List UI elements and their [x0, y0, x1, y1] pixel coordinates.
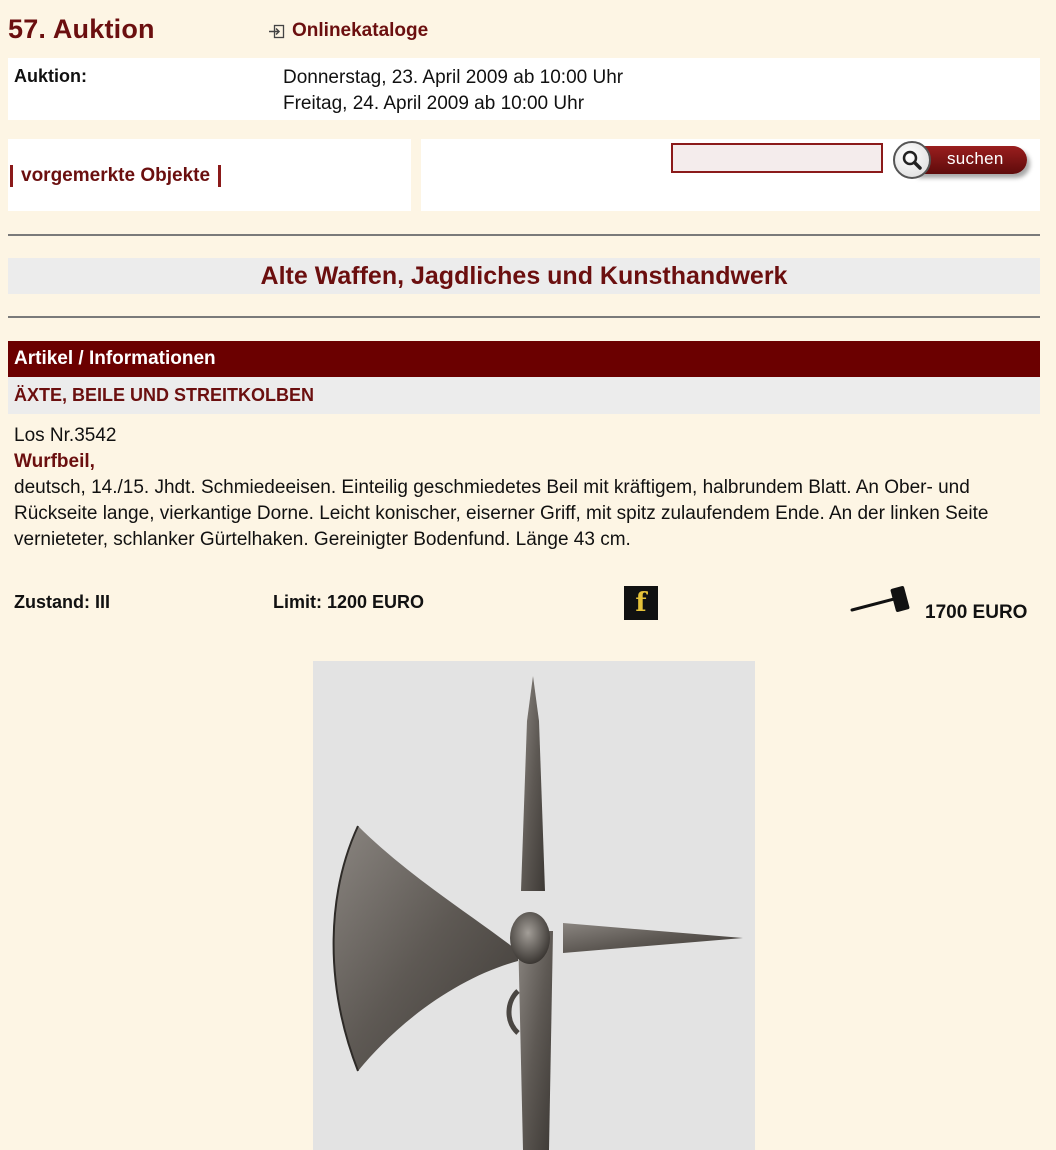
separator-right — [218, 165, 221, 187]
articles-header: Artikel / Informationen — [8, 341, 1040, 377]
separator-left — [10, 165, 13, 187]
saved-objects-link[interactable] — [10, 165, 221, 187]
saved-objects-panel — [8, 139, 411, 211]
magnifier-icon — [893, 141, 931, 179]
divider-bottom — [8, 316, 1040, 318]
search-button[interactable] — [893, 141, 1033, 185]
auction-date-2: Freitag, 24. April 2009 ab 10:00 Uhr — [283, 93, 585, 114]
search-input[interactable] — [671, 143, 883, 173]
axe-image — [313, 661, 755, 1150]
sold-badge-glyph: f — [635, 588, 647, 618]
online-catalog-link[interactable] — [268, 20, 428, 42]
saved-objects-label: vorgemerkte Objekte — [21, 165, 211, 186]
auction-info-panel — [8, 58, 1040, 120]
auction-dates — [283, 65, 623, 117]
auction-date-1: Donnerstag, 23. April 2009 ab 10:00 Uhr — [283, 67, 624, 88]
lot-number: Los Nr.3542 — [14, 425, 117, 446]
lot-description: deutsch, 14./15. Jhdt. Schmiedeeisen. Einteilig geschmiedetes Beil mit kräftigem, halbrundem Blatt. An Ober- und Rückseite lange, vierkantige Dorne. Leicht konischer, eiserner Griff, mit spitz zulaufendem Ende. An der linken Seite vernieteter, schlanker Gürtelhaken. Gereinigter Bodenfund. Länge 43 cm. — [14, 477, 989, 550]
divider-top — [8, 234, 1040, 236]
sold-badge-icon — [624, 586, 658, 620]
search-button-label: suchen — [947, 149, 1004, 168]
lot-title: Wurfbeil, — [14, 451, 95, 472]
arrow-into-box-icon — [268, 24, 285, 39]
auction-label: Auktion: — [14, 66, 87, 86]
page-title: 57. Auktion — [8, 14, 155, 44]
auction-hammer-icon — [850, 584, 916, 623]
subcategory-title: ÄXTE, BEILE UND STREITKOLBEN — [8, 377, 1040, 414]
online-catalog-label: Onlinekataloge — [292, 20, 429, 41]
search-panel — [421, 139, 1040, 211]
category-title: Alte Waffen, Jagdliches und Kunsthandwerk — [8, 258, 1040, 294]
lot-result: 1700 EURO — [925, 602, 1028, 623]
lot-photo[interactable] — [313, 661, 755, 1150]
lot-limit: Limit: 1200 EURO — [273, 592, 425, 612]
lot-info — [14, 423, 1038, 553]
lot-condition: Zustand: III — [14, 592, 110, 612]
